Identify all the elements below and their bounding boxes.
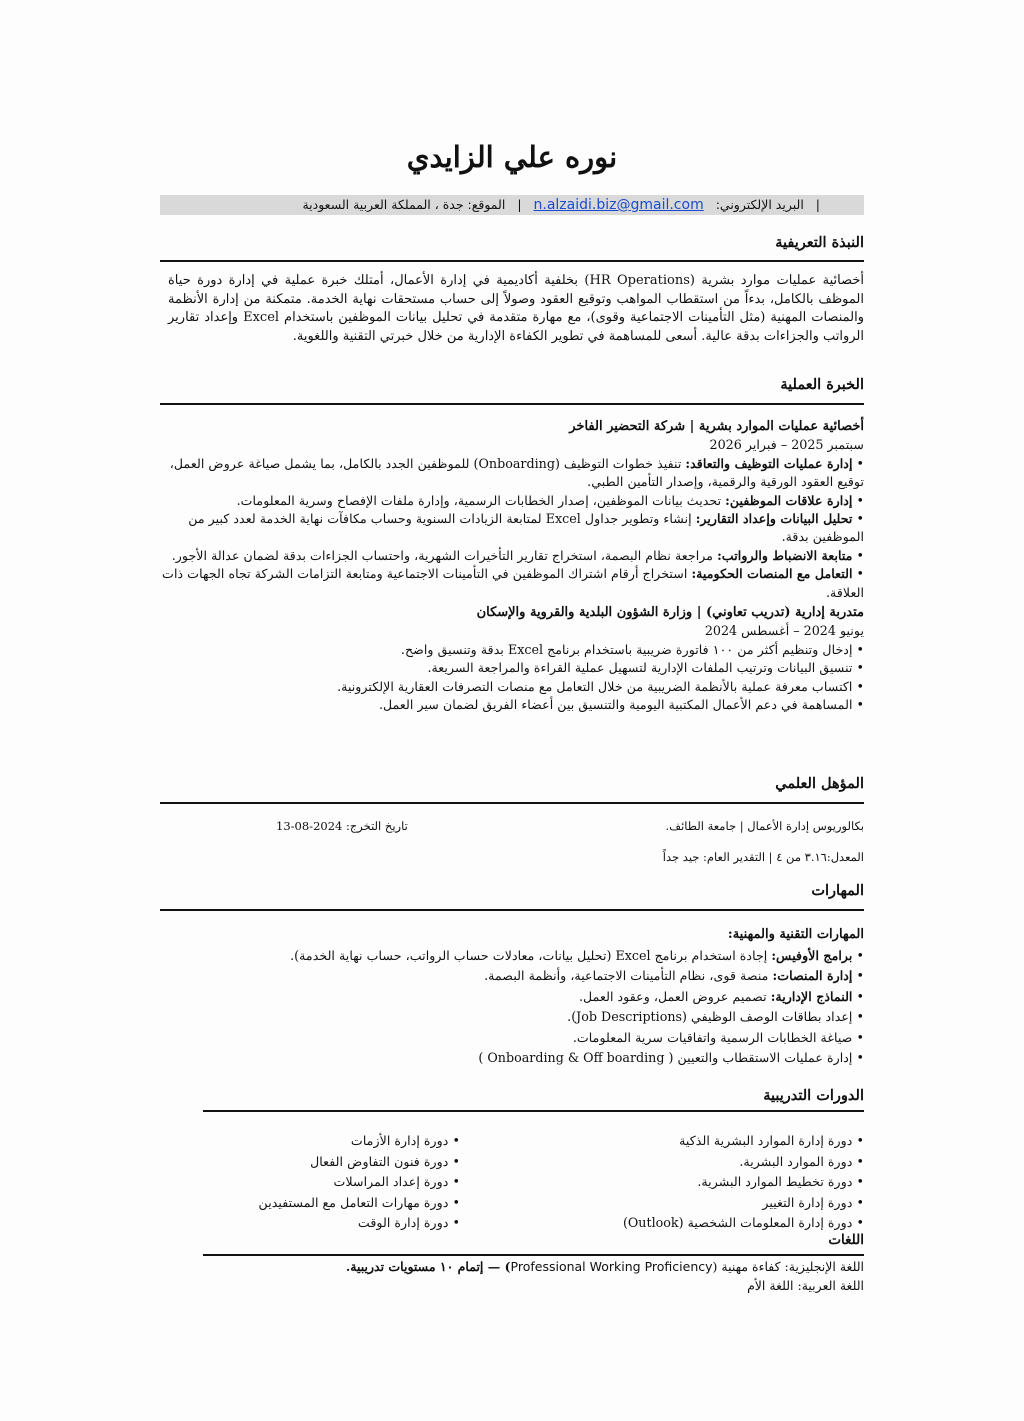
bullet-label: إدارة عمليات التوظيف والتعاقد: xyxy=(685,455,853,471)
courses-column-right xyxy=(623,1131,864,1234)
bullet-label: التعامل مع المنصات الحكومية: xyxy=(691,566,853,582)
job-dates: يونيو 2024 – أغسطس 2024 xyxy=(704,623,864,639)
job-dates: سبتمبر 2025 – فبراير 2026 xyxy=(709,437,864,453)
bullet-text: إدارة عمليات الاستقطاب والتعيين ( Onboarding & Off boarding ) xyxy=(478,1050,853,1065)
list-item: • دورة إدارة الأزمات xyxy=(259,1131,460,1152)
profile-text: أخصائية عمليات موارد بشرية (HR Operations) بخلفية أكاديمية في إدارة الأعمال، أمتلك خبرة عملية في إدارة دورة حياة الموظف بالكامل، بدءاً من استقطاب المواهب وتوقيع العقود وصولاً إلى حساب مستحقات نهاية الخدمة. متمكنة من إدارة الأنظمة والمنصات المهنية (مثل التأمينات الاجتماعية وقوى)، مع مهارة متقدمة في تحليل بيانات الموظفين باستخدام Excel وإعداد تقارير الرواتب والجزاءات بدقة عالية. أسعى للمساهمة في تطوير الكفاءة الإدارية من خلال خبرتي التقنية واللغوية. xyxy=(168,273,864,344)
list-item xyxy=(160,547,864,565)
list-item xyxy=(160,492,864,510)
section-divider xyxy=(160,260,864,262)
section-divider xyxy=(203,1254,864,1256)
job-bullets xyxy=(160,455,864,602)
bullet-label: تحليل البيانات وإعداد التقارير: xyxy=(695,511,853,527)
language-level: Professional Working Proficiency xyxy=(510,1259,713,1274)
profile-heading: النبذة التعريفية xyxy=(775,234,864,251)
list-item: • دورة الموارد البشرية. xyxy=(623,1152,864,1173)
skills-subtitle: المهارات التقنية والمهنية: xyxy=(727,927,864,942)
bullet-label: النماذج الإدارية: xyxy=(770,988,853,1004)
job-bullets xyxy=(160,641,864,715)
list-item: • إدخال وتنظيم أكثر من ١٠٠ فاتورة ضريبية باستخدام برنامج Excel بدقة وتنسيق واضح. xyxy=(160,641,864,659)
job-title: متدربة إدارية (تدريب تعاوني) | وزارة الشؤون البلدية والقروية والإسكان xyxy=(476,605,864,621)
list-item: • تنسيق البيانات وترتيب الملفات الإدارية لتسهيل عملية القراءة والمراجعة السريعة. xyxy=(160,659,864,677)
list-item xyxy=(160,966,864,987)
bullet-text: منصة قوى، نظام التأمينات الاجتماعية، وأنظمة البصمة. xyxy=(484,968,773,983)
list-item: • دورة فنون التفاوض الفعال xyxy=(259,1152,460,1173)
bullet-text: إنشاء وتطوير جداول Excel لمتابعة الزيادات السنوية وحساب مكافآت نهاية الخدمة لعدد كبير من الموظفين بدقة. xyxy=(188,511,864,545)
bullet-text: تحديث بيانات الموظفين، إصدار الخطابات الرسمية، وإدارة ملفات الإفصاح وسرية المعلومات. xyxy=(236,492,726,508)
list-item xyxy=(160,1028,864,1049)
list-item: • دورة إدارة الموارد البشرية الذكية xyxy=(623,1131,864,1152)
candidate-name: نوره علي الزايدي xyxy=(406,140,618,174)
education-heading: المؤهل العلمي xyxy=(775,775,864,792)
language-label: اللغة الإنجليزية: كفاءة مهنية ( xyxy=(712,1259,864,1274)
list-item xyxy=(160,1007,864,1028)
gpa-text: المعدل:٣.١٦ من ٤ | التقدير العام: جيد جداً xyxy=(662,850,864,864)
list-item: • دورة تخطيط الموارد البشرية. xyxy=(623,1172,864,1193)
list-item: • دورة إدارة الوقت xyxy=(259,1213,460,1234)
email-label: البريد الإلكتروني: xyxy=(715,197,804,212)
list-item: • دورة إدارة التغيير xyxy=(623,1193,864,1214)
list-item: • دورة مهارات التعامل مع المستفيدين xyxy=(259,1193,460,1214)
list-item: • دورة إعداد المراسلات xyxy=(259,1172,460,1193)
bullet-text: إجادة استخدام برنامج Excel (تحليل بيانات، معادلات حساب الرواتب، حساب نهاية الخدمة). xyxy=(290,947,772,963)
language-arabic: اللغة العربية: اللغة الأم xyxy=(747,1278,864,1293)
language-note: ) — إتمام ١٠ مستويات تدريبية. xyxy=(345,1259,511,1274)
skills-block xyxy=(160,925,864,1069)
bullet-text: تنفيذ خطوات التوظيف (Onboarding) للموظفين الجدد بالكامل، بما يشمل صياغة عروض العمل، توقيع العقود الورقية والرقمية، وإصدار التأمين الطبي. xyxy=(169,455,864,490)
language-english xyxy=(346,1259,864,1274)
list-item xyxy=(160,1048,864,1069)
list-item xyxy=(160,455,864,492)
job-entry xyxy=(160,418,864,715)
contact-separator: | xyxy=(517,197,522,212)
degree-text: بكالوريوس إدارة الأعمال | جامعة الطائف. xyxy=(665,819,864,833)
bullet-text: استخراج أرقام اشتراك الموظفين في التأمينات الاجتماعية ومتابعة التزامات الشركة تجاه الجهات ذات العلاقة. xyxy=(162,566,864,600)
courses-column-left xyxy=(259,1131,460,1234)
section-divider xyxy=(160,909,864,911)
list-item xyxy=(160,987,864,1008)
location-text: الموقع: جدة ، المملكة العربية السعودية xyxy=(302,197,506,212)
bullet-label: برامج الأوفيس: xyxy=(771,947,853,963)
list-item xyxy=(160,946,864,967)
languages-heading: اللغات xyxy=(828,1232,864,1248)
contact-separator: | xyxy=(815,197,820,212)
bullet-text: صياغة الخطابات الرسمية واتفاقيات سرية المعلومات. xyxy=(572,1029,853,1045)
list-item: • دورة إدارة المعلومات الشخصية (Outlook) xyxy=(623,1213,864,1234)
section-divider xyxy=(160,403,864,405)
skills-heading: المهارات xyxy=(811,882,864,899)
list-item xyxy=(160,510,864,547)
contact-bar xyxy=(160,195,864,215)
skills-list xyxy=(160,946,864,1069)
bullet-text: تصميم عروض العمل، وعقود العمل. xyxy=(579,988,771,1004)
list-item xyxy=(160,565,864,602)
section-divider xyxy=(160,802,864,804)
bullet-label: متابعة الانضباط والرواتب: xyxy=(717,547,853,563)
section-divider xyxy=(203,1110,864,1112)
list-item: • اكتساب معرفة عملية بالأنظمة الضريبية من خلال التعامل مع منصات التصرفات العقارية الإلكترونية. xyxy=(160,678,864,696)
job-title: أخصائية عمليات الموارد بشرية | شركة التحضير الفاخر xyxy=(569,419,864,434)
graduation-date: تاريخ التخرج: 2024-08-13 xyxy=(276,819,408,833)
list-item: • المساهمة في دعم الأعمال المكتبية اليومية والتنسيق بين أعضاء الفريق لضمان سير العمل. xyxy=(160,696,864,714)
experience-heading: الخبرة العملية xyxy=(780,376,864,393)
bullet-text: مراجعة نظام البصمة، استخراج تقارير التأخيرات الشهرية، واحتساب الجزاءات بدقة لضمان عدالة الأجور. xyxy=(171,547,718,563)
courses-heading: الدورات التدريبية xyxy=(763,1087,864,1104)
bullet-label: إدارة علاقات الموظفين: xyxy=(725,492,853,508)
email-link[interactable]: n.alzaidi.biz@gmail.com xyxy=(533,197,704,213)
bullet-label: إدارة المنصات: xyxy=(772,968,853,983)
bullet-text: إعداد بطاقات الوصف الوظيفي (Job Descriptions). xyxy=(567,1009,853,1024)
